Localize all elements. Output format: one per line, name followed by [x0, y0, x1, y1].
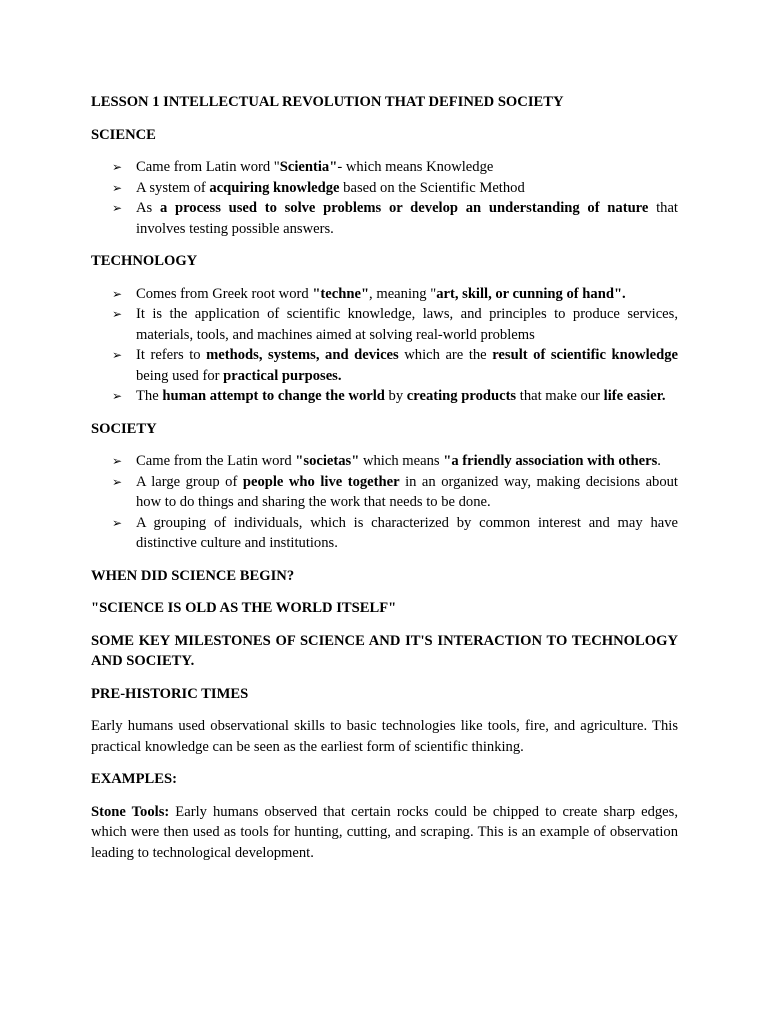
- society-heading: SOCIETY: [91, 420, 157, 437]
- arrowhead-bullet-icon: ➢: [112, 180, 123, 195]
- list-item: ➢ It is the application of scientific knowledge, laws, and principles to produce services, materials, tools, and machines aimed at solving real-world problems: [112, 306, 678, 343]
- technology-list: [91, 284, 678, 407]
- stone-tools-paragraph: [91, 802, 678, 864]
- arrowhead-bullet-icon: ➢: [112, 348, 123, 362]
- arrowhead-bullet-icon: ➢: [112, 201, 123, 215]
- stone-tools-label: Stone Tools:: [91, 803, 170, 820]
- arrowhead-bullet-icon: ➢: [112, 286, 123, 301]
- list-item: ➢ Came from the Latin word "societas" which means "a friendly association with others.: [91, 451, 678, 472]
- list-item: ➢ It refers to methods, systems, and devices which are the result of scientific knowledge being used for practical purposes.: [112, 347, 678, 384]
- when-heading: WHEN DID SCIENCE BEGIN?: [91, 567, 295, 584]
- milestones-heading: SOME KEY MILESTONES OF SCIENCE AND IT'S INTERACTION TO TECHNOLOGY AND SOCIETY.: [91, 632, 678, 669]
- science-heading: SCIENCE: [91, 126, 156, 143]
- examples-heading: EXAMPLES:: [91, 771, 177, 787]
- arrowhead-bullet-icon: ➢: [112, 474, 123, 489]
- arrowhead-bullet-icon: ➢: [112, 389, 123, 403]
- list-item: ➢ A system of acquiring knowledge based on the Scientific Method: [91, 178, 678, 199]
- technology-heading: TECHNOLOGY: [91, 253, 198, 269]
- prehistoric-heading: PRE-HISTORIC TIMES: [91, 685, 249, 702]
- arrowhead-bullet-icon: ➢: [112, 454, 123, 468]
- arrowhead-bullet-icon: ➢: [112, 515, 123, 530]
- lesson-title: LESSON 1 INTELLECTUAL REVOLUTION THAT DEFINED SOCIETY: [91, 94, 564, 110]
- list-item: ➢ As a process used to solve problems or develop an understanding of nature that involves testing possible answers.: [112, 200, 678, 237]
- arrowhead-bullet-icon: ➢: [112, 307, 123, 321]
- list-item: ➢ Comes from Greek root word "techne", meaning "art, skill, or cunning of hand".: [91, 284, 678, 305]
- list-item: ➢ A large group of people who live together in an organized way, making decisions about how to do things and sharing the work that needs to be done.: [112, 473, 678, 510]
- stone-tools-text: Early humans observed that certain rocks could be chipped to create sharp edges, which were then used as tools for hunting, cutting, and scraping. This is an example of observation leading to technological development.: [91, 803, 678, 861]
- arrowhead-bullet-icon: ➢: [112, 160, 123, 174]
- list-item: ➢ The human attempt to change the world by creating products that make our life easier.: [91, 386, 678, 407]
- prehistoric-text: Early humans used observational skills to basic technologies like tools, fire, and agriculture. This practical knowledge can be seen as the earliest form of scientific thinking.: [91, 718, 678, 755]
- document-body: [91, 92, 678, 863]
- list-item: ➢ A grouping of individuals, which is characterized by common interest and may have distinctive culture and institutions.: [112, 514, 678, 551]
- list-item: ➢ Came from Latin word "Scientia"- which means Knowledge: [91, 157, 678, 178]
- society-list: [91, 451, 678, 554]
- quote-heading: "SCIENCE IS OLD AS THE WORLD ITSELF": [91, 600, 397, 616]
- science-list: [91, 157, 678, 239]
